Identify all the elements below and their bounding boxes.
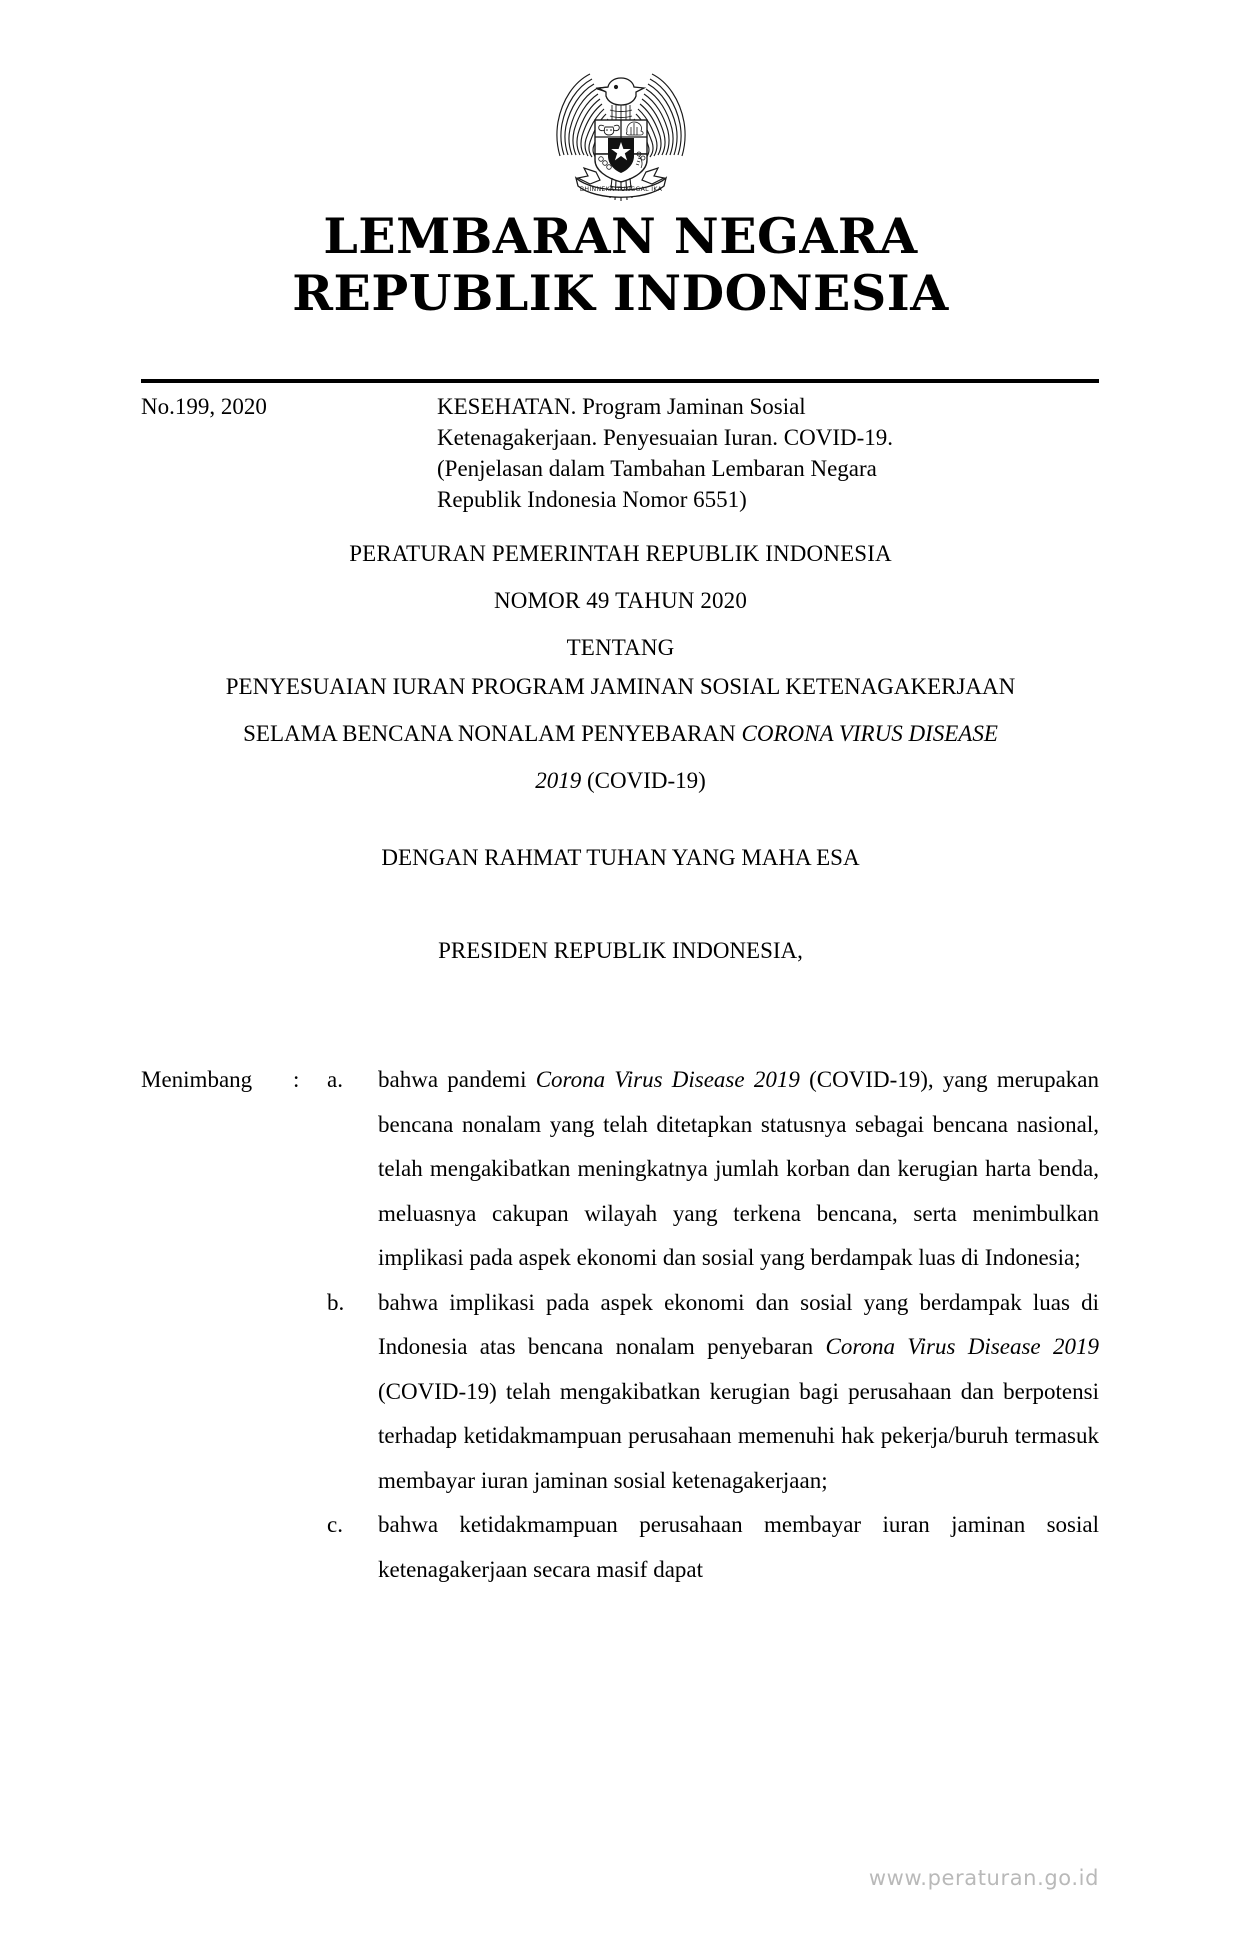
header-divider (141, 379, 1099, 383)
considering-text-a-italic: Corona Virus Disease 2019 (535, 1067, 800, 1092)
emblem-container (0, 60, 1241, 207)
considering-item-a (141, 1058, 1099, 1281)
regulation-subject-block (110, 663, 1131, 804)
regulation-title-block (110, 530, 1131, 671)
considering-text-a-pre: bahwa pandemi (378, 1067, 536, 1092)
considering-text-b-italic: Corona Virus Disease 2019 (825, 1334, 1099, 1359)
regulation-about-label: TENTANG (566, 635, 675, 660)
header-info (141, 391, 1099, 515)
considering-text-c (378, 1503, 1099, 1592)
gazette-number: No.199, 2020 (141, 394, 267, 419)
regulation-subject-line-3 (110, 757, 1131, 804)
president-line: PRESIDEN REPUBLIK INDONESIA, (438, 938, 803, 963)
regulation-authority: PERATURAN PEMERINTAH REPUBLIK INDONESIA (349, 541, 892, 566)
garuda-pancasila-emblem (526, 60, 716, 202)
considering-item-c (141, 1503, 1099, 1592)
regulation-subject-line-3-text: (COVID-19) (581, 768, 706, 793)
considering-text-c-pre: bahwa ketidakmampuan perusahaan membayar iuran jaminan sosial ketenagakerjaan secara masif dapat (378, 1512, 1099, 1582)
masthead (0, 208, 1241, 322)
gazette-subject-line-3: (Penjelasan dalam Tambahan Lembaran Negara (437, 456, 877, 481)
gazette-subject-line-1: KESEHATAN. Program Jaminan Sosial (437, 394, 806, 419)
regulation-number: NOMOR 49 TAHUN 2020 (494, 588, 747, 613)
gazette-subject-line-4: Republik Indonesia Nomor 6551) (437, 487, 747, 512)
considering-item-b (141, 1281, 1099, 1504)
considering-text-a (378, 1058, 1099, 1281)
considering-text-b (378, 1281, 1099, 1504)
considering-letter-a: a. (327, 1067, 343, 1092)
footer-watermark: www.peraturan.go.id (868, 1866, 1099, 1890)
considering-section (141, 1058, 1099, 1592)
considering-text-b-pre: bahwa implikasi pada aspek ekonomi dan sosial yang berdampak luas di Indonesia atas bencana nonalam penyebaran (378, 1289, 1099, 1359)
regulation-subject-line-1: PENYESUAIAN IURAN PROGRAM JAMINAN SOSIAL KETENAGAKERJAAN (225, 674, 1016, 699)
considering-colon: : (293, 1067, 300, 1092)
blessing-line: DENGAN RAHMAT TUHAN YANG MAHA ESA (381, 845, 860, 870)
svg-text:BHINNEKA TUNGGAL IKA: BHINNEKA TUNGGAL IKA (579, 186, 662, 193)
gazette-subject (437, 391, 1099, 515)
regulation-subject-line-2 (110, 710, 1131, 757)
regulation-subject-line-2-italic: CORONA VIRUS DISEASE (741, 721, 998, 746)
gazette-subject-line-2: Ketenagakerjaan. Penyesuaian Iuran. COVID-19. (437, 425, 893, 450)
considering-letter-c: c. (327, 1512, 343, 1537)
considering-text-b-post: (COVID-19) telah mengakibatkan kerugian bagi perusahaan dan berpotensi terhadap ketidakmampuan perusahaan memenuhi hak pekerja/buruh termasuk membayar iuran jaminan sosial ketenagakerjaan; (378, 1378, 1099, 1493)
considering-text-a-post: (COVID-19), yang merupakan bencana nonalam yang telah ditetapkan statusnya sebagai bencana nasional, telah mengakibatkan meningkatnya jumlah korban dan kerugian harta benda, meluasnya cakupan wilayah yang terkena bencana, serta menimbulkan implikasi pada aspek ekonomi dan sosial yang berdampak luas di Indonesia; (378, 1067, 1100, 1270)
regulation-subject-line-2-text: SELAMA BENCANA NONALAM PENYEBARAN (243, 721, 742, 746)
masthead-line-2: REPUBLIK INDONESIA (292, 264, 949, 322)
masthead-line-1: LEMBARAN NEGARA (323, 207, 918, 265)
considering-label: Menimbang (141, 1067, 253, 1092)
regulation-subject-line-3-italic: 2019 (535, 768, 582, 793)
considering-letter-b: b. (327, 1289, 345, 1315)
